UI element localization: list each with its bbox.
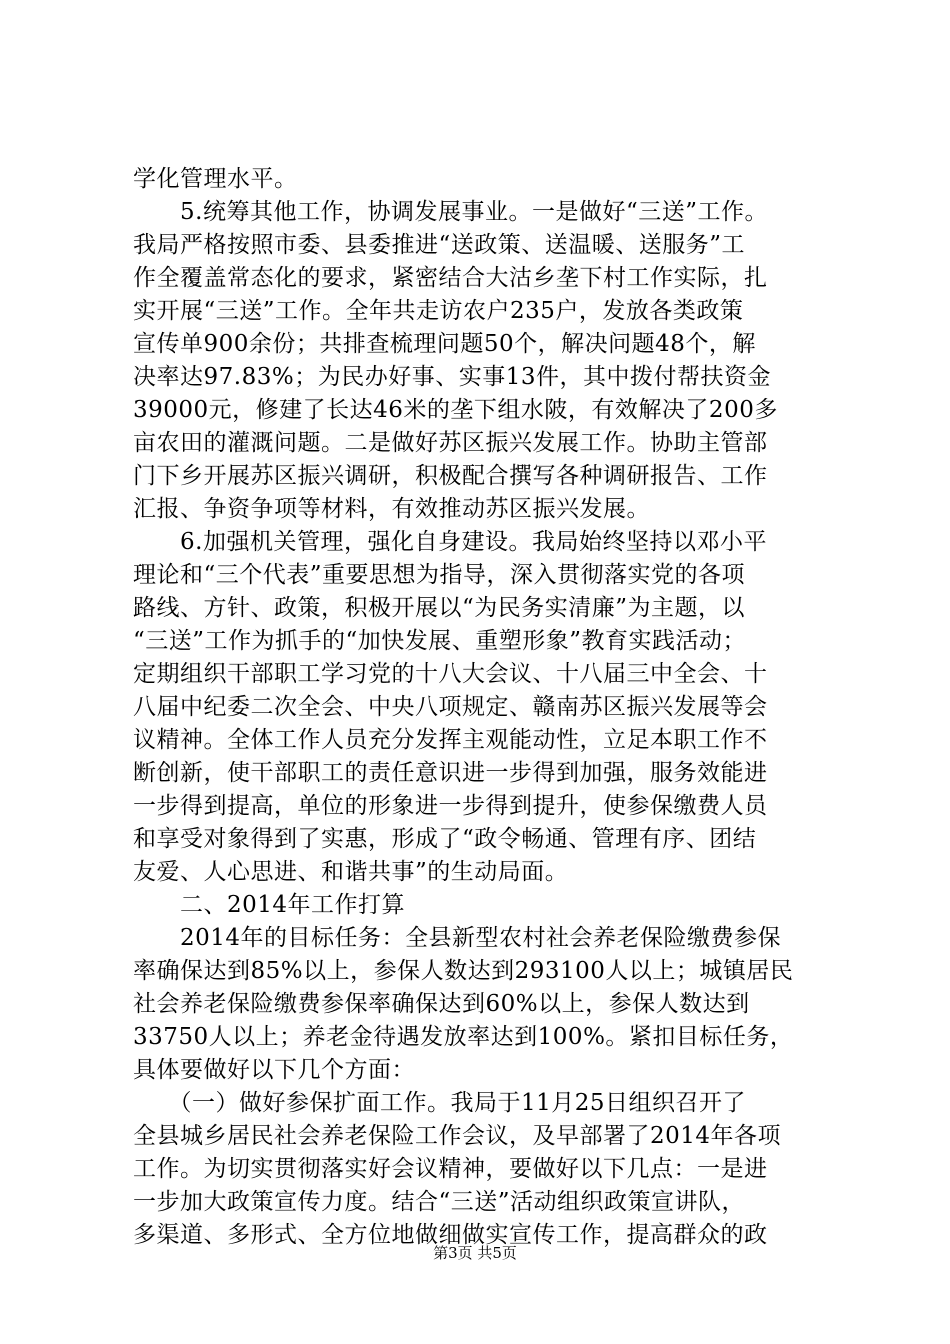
section-heading: 二、2014年工作打算	[133, 892, 406, 918]
text-line: 全县城乡居民社会养老保险工作会议，及早部署了2014年各项	[133, 1123, 782, 1149]
text-line: 断创新，使干部职工的责任意识进一步得到加强，服务效能进	[133, 760, 768, 786]
text-line: 一步加大政策宣传力度。结合“三送”活动组织政策宣讲队，	[133, 1189, 746, 1215]
text-line: 作全覆盖常态化的要求，紧密结合大沽乡垄下村工作实际，扎	[133, 265, 768, 291]
text-line: “三送”工作为抓手的“加快发展、重塑形象”教育实践活动；	[133, 628, 747, 654]
text-line: 具体要做好以下几个方面：	[133, 1057, 415, 1083]
text-line: 理论和“三个代表”重要思想为指导，深入贯彻落实党的各项	[133, 562, 746, 588]
text-line: 决率达97.83%；为民办好事、实事13件，其中拨付帮扶资金	[133, 364, 771, 390]
text-line: 实开展“三送”工作。全年共走访农户235户，发放各类政策	[133, 298, 744, 324]
text-line: 汇报、争资争项等材料，有效推动苏区振兴发展。	[133, 496, 650, 522]
text-line: 社会养老保险缴费参保率确保达到60%以上，参保人数达到	[133, 991, 750, 1017]
text-line: 友爱、人心思进、和谐共事”的生动局面。	[133, 859, 569, 885]
text-line: 门下乡开展苏区振兴调研，积极配合撰写各种调研报告、工作	[133, 463, 768, 489]
text-line: 6.加强机关管理，强化自身建设。我局始终坚持以邓小平	[133, 529, 767, 555]
text-line: 一步得到提高，单位的形象进一步得到提升，使参保缴费人员	[133, 793, 768, 819]
text-line: （一）做好参保扩面工作。我局于11月25日组织召开了	[133, 1090, 747, 1116]
text-line: 亩农田的灌溉问题。二是做好苏区振兴发展工作。协助主管部	[133, 430, 768, 456]
text-line: 八届中纪委二次全会、中央八项规定、赣南苏区振兴发展等会	[133, 694, 768, 720]
page-number: 第3页 共5页	[433, 1244, 517, 1262]
text-line: 路线、方针、政策，积极开展以“为民务实清廉”为主题，以	[133, 595, 746, 621]
text-line: 率确保达到85%以上，参保人数达到293100人以上；城镇居民	[133, 958, 794, 984]
page-footer	[0, 1243, 950, 1263]
text-line: 和享受对象得到了实惠，形成了“政令畅通、管理有序、团结	[133, 826, 757, 852]
text-line: 33750人以上；养老金待遇发放率达到100%。紧扣目标任务，	[133, 1024, 794, 1050]
text-line: 我局严格按照市委、县委推进“送政策、送温暖、送服务”工	[133, 232, 746, 258]
text-line: 定期组织干部职工学习党的十八大会议、十八届三中全会、十	[133, 661, 768, 687]
text-line: 学化管理水平。	[133, 166, 298, 192]
text-line: 议精神。全体工作人员充分发挥主观能动性，立足本职工作不	[133, 727, 768, 753]
text-line: 39000元，修建了长达46米的垄下组水陂，有效解决了200多	[133, 397, 778, 423]
text-line: 宣传单900余份；共排查梳理问题50个，解决问题48个，解	[133, 331, 756, 357]
text-line: 5.统筹其他工作，协调发展事业。一是做好“三送”工作。	[133, 199, 768, 225]
text-line: 多渠道、多形式、全方位地做细做实宣传工作，提高群众的政	[133, 1222, 768, 1248]
text-line: 2014年的目标任务：全县新型农村社会养老保险缴费参保	[133, 925, 782, 951]
text-line: 工作。为切实贯彻落实好会议精神，要做好以下几点：一是进	[133, 1156, 768, 1182]
document-body	[133, 163, 823, 1252]
